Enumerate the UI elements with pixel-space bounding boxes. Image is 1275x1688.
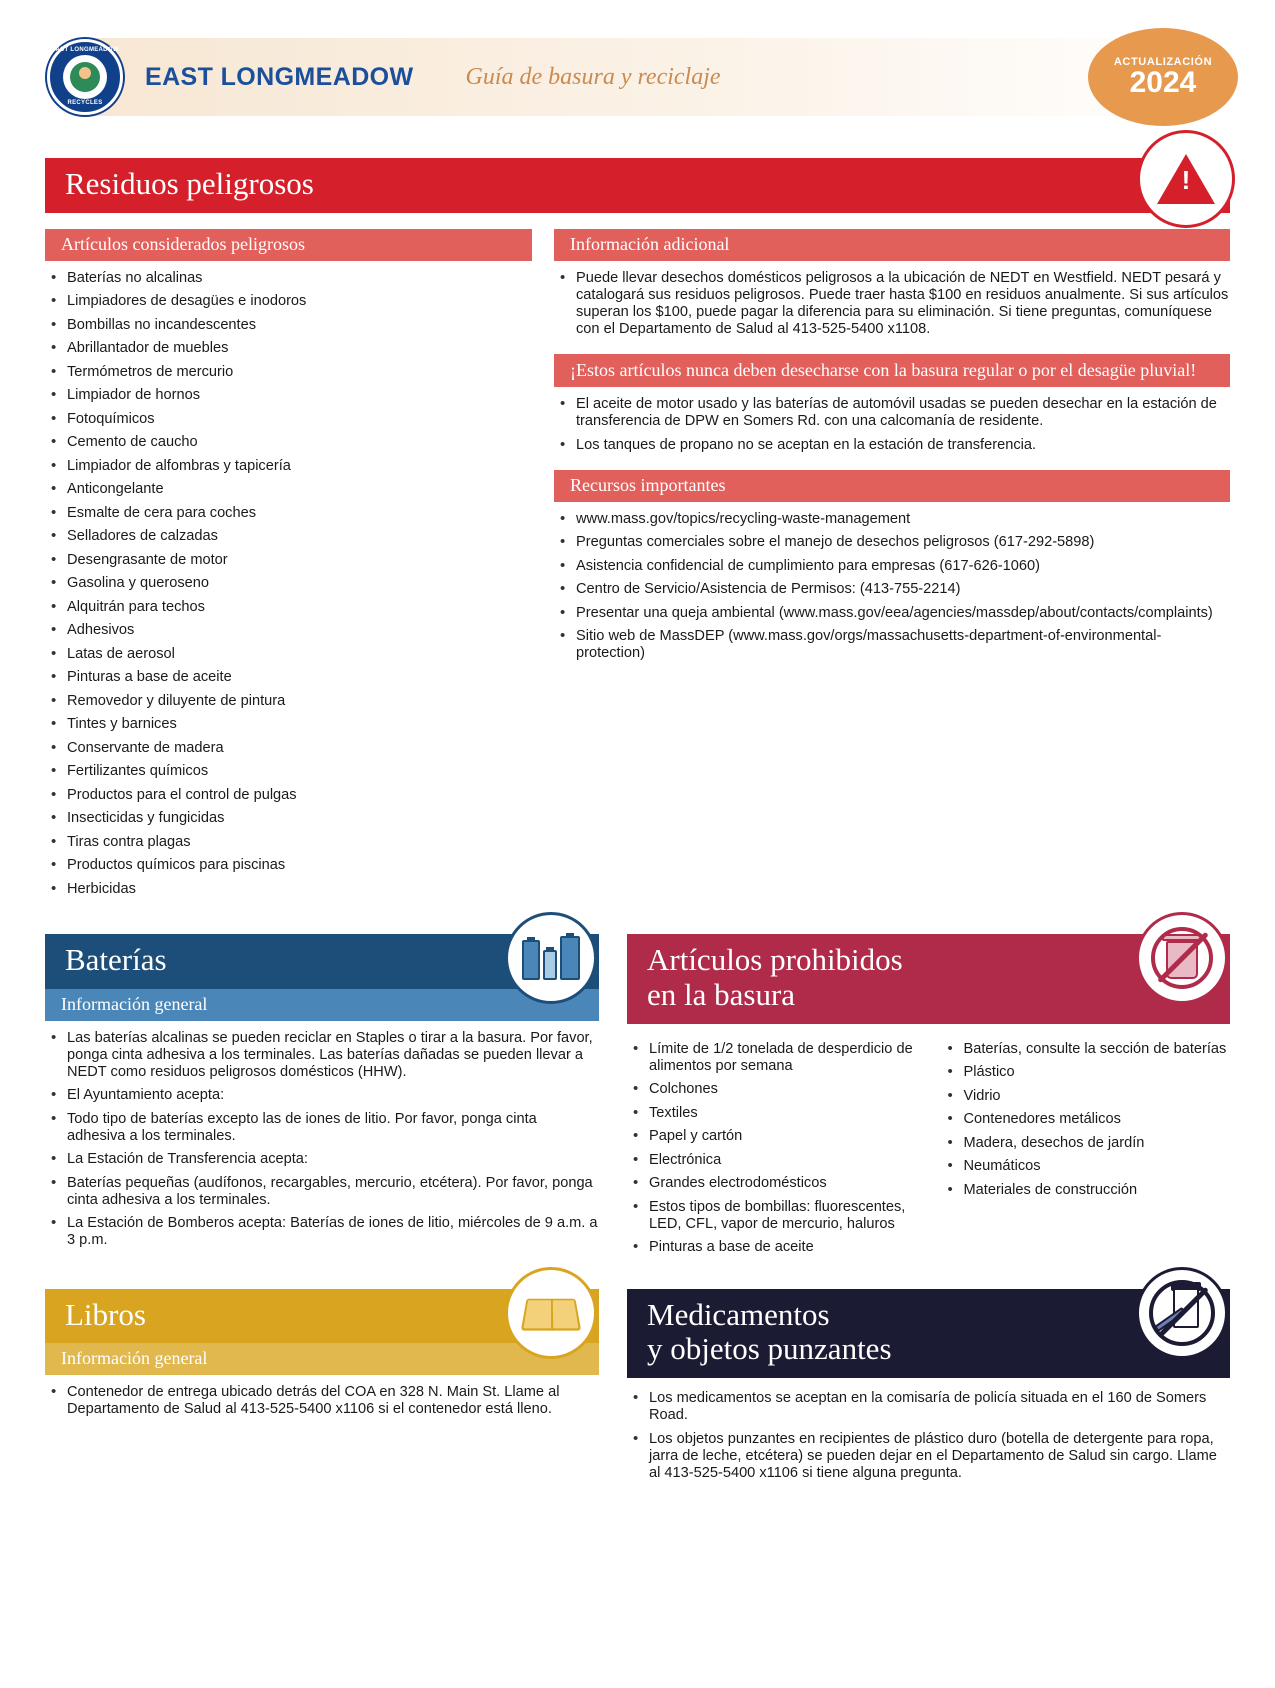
- list-item: • Límite de 1/2 tonelada de desperdicio de alimentos por semana: [627, 1041, 916, 1075]
- battery-icon: [505, 912, 597, 1004]
- list-item: • Cemento de caucho: [45, 434, 532, 451]
- medications-list: [627, 1390, 1230, 1482]
- list-item: • Materiales de construcción: [942, 1182, 1231, 1199]
- list-item: • Presentar una queja ambiental (www.mass.gov/eea/agencies/massdep/about/contacts/complaints): [554, 605, 1230, 622]
- list-item: • El aceite de motor usado y las baterías de automóvil usadas se pueden desechar en la estación de transferencia de DPW en Somers Rd. con una calcomanía de residente.: [554, 396, 1230, 430]
- hazardous-right-column: [554, 229, 1230, 905]
- hazardous-items-list: [45, 270, 532, 898]
- logo-bottom-text: RECYCLES: [67, 100, 103, 106]
- mid-section-row: [45, 934, 1230, 1262]
- list-item: • Electrónica: [627, 1152, 916, 1169]
- list-item: • Latas de aerosol: [45, 646, 532, 663]
- list-item: • Todo tipo de baterías excepto las de iones de litio. Por favor, ponga cinta adhesiva a los terminales.: [45, 1111, 599, 1145]
- batteries-list: [45, 1030, 599, 1250]
- medications-title-line2: y objetos punzantes: [647, 1331, 892, 1367]
- logo-top-text: EAST LONGMEADOW: [51, 47, 119, 53]
- list-item: • Abrillantador de muebles: [45, 340, 532, 357]
- additional-info-heading: Información adicional: [554, 229, 1230, 261]
- list-item: • Los objetos punzantes en recipientes de plástico duro (botella de detergente para ropa, jarra de leche, etcétera) se pueden dejar en el Departamento de Salud sin cargo. Llame al 413-525-5400 x1106 si tiene alguna pregunta.: [627, 1431, 1230, 1482]
- list-item: • Vidrio: [942, 1088, 1231, 1105]
- prohibited-list-right: [942, 1041, 1231, 1199]
- list-item: • Neumáticos: [942, 1158, 1231, 1175]
- hazardous-section: [45, 158, 1230, 904]
- books-title: Libros: [45, 1289, 599, 1344]
- list-item: • Herbicidas: [45, 881, 532, 898]
- never-dispose-heading: ¡Estos artículos nunca deben desecharse con la basura regular o por el desagüe pluvial!: [554, 354, 1230, 388]
- additional-info-list: [554, 270, 1230, 338]
- list-item: • Alquitrán para techos: [45, 599, 532, 616]
- guide-page: [0, 38, 1275, 1688]
- medications-section: [627, 1289, 1230, 1488]
- list-item: • Centro de Servicio/Asistencia de Permisos: (413-755-2214): [554, 581, 1230, 598]
- hazardous-left-column: [45, 229, 532, 905]
- update-badge: [1088, 28, 1238, 126]
- list-item: • Limpiador de hornos: [45, 387, 532, 404]
- list-item: • Tintes y barnices: [45, 716, 532, 733]
- list-item: • Adhesivos: [45, 622, 532, 639]
- list-item: • Insecticidas y fungicidas: [45, 810, 532, 827]
- page-title: Guía de basura y reciclaje: [465, 63, 721, 90]
- books-subheading: Información general: [45, 1343, 599, 1375]
- books-section: [45, 1289, 599, 1488]
- logo-emblem: [63, 55, 107, 99]
- resources-list: [554, 511, 1230, 663]
- medications-title-line1: Medicamentos: [647, 1296, 830, 1332]
- prohibited-title-line1: Artículos prohibidos: [647, 942, 903, 978]
- list-item: • Estos tipos de bombillas: fluorescentes, LED, CFL, vapor de mercurio, haluros: [627, 1199, 916, 1233]
- list-item: • Sitio web de MassDEP (www.mass.gov/orgs/massachusetts-department-of-environmental-protection): [554, 628, 1230, 662]
- list-item: • La Estación de Transferencia acepta:: [45, 1151, 599, 1168]
- list-item: • Removedor y diluyente de pintura: [45, 693, 532, 710]
- list-item: • Pinturas a base de aceite: [45, 669, 532, 686]
- list-item: • Tiras contra plagas: [45, 834, 532, 851]
- update-year: 2024: [1129, 66, 1197, 99]
- list-item: • Contenedor de entrega ubicado detrás del COA en 328 N. Main St. Llame al Departamento de Salud al 413-525-5400 x1106 si el contenedor está lleno.: [45, 1384, 599, 1418]
- list-item: • Las baterías alcalinas se pueden reciclar en Staples o tirar a la basura. Por favor, ponga cinta adhesiva a los terminales. Las baterías dañadas se pueden llevar a NEDT como residuos peligrosos domésticos (HHW).: [45, 1030, 599, 1081]
- list-item: • Anticongelante: [45, 481, 532, 498]
- batteries-title: Baterías: [45, 934, 599, 989]
- list-item: • Esmalte de cera para coches: [45, 505, 532, 522]
- list-item: • La Estación de Bomberos acepta: Baterías de iones de litio, miércoles de 9 a.m. a 3 p.m.: [45, 1215, 599, 1249]
- list-item: • Termómetros de mercurio: [45, 364, 532, 381]
- prohibited-list-left: [627, 1041, 916, 1257]
- never-dispose-list: [554, 396, 1230, 454]
- list-item: • Selladores de calzadas: [45, 528, 532, 545]
- list-item: • Pinturas a base de aceite: [627, 1239, 916, 1256]
- update-label: ACTUALIZACIÓN: [1113, 56, 1213, 68]
- list-item: • Gasolina y queroseno: [45, 575, 532, 592]
- hazardous-left-heading: Artículos considerados peligrosos: [45, 229, 532, 261]
- books-list: [45, 1384, 599, 1418]
- hazardous-title: Residuos peligrosos: [45, 158, 1230, 213]
- list-item: • Fertilizantes químicos: [45, 763, 532, 780]
- page-header: [45, 38, 1230, 116]
- list-item: • Limpiador de alfombras y tapicería: [45, 458, 532, 475]
- list-item: • Baterías pequeñas (audífonos, recargables, mercurio, etcétera). Por favor, ponga cinta adhesiva a los terminales.: [45, 1175, 599, 1209]
- list-item: • Los tanques de propano no se aceptan en la estación de transferencia.: [554, 437, 1230, 454]
- list-item: • Plástico: [942, 1064, 1231, 1081]
- book-icon: [505, 1267, 597, 1359]
- list-item: • Contenedores metálicos: [942, 1111, 1231, 1128]
- list-item: • Conservante de madera: [45, 740, 532, 757]
- warning-icon: [1137, 130, 1235, 228]
- list-item: • www.mass.gov/topics/recycling-waste-management: [554, 511, 1230, 528]
- batteries-section: [45, 934, 599, 1262]
- list-item: • Los medicamentos se aceptan en la comisaría de policía situada en el 160 de Somers Road.: [627, 1390, 1230, 1424]
- prohibited-section: [627, 934, 1230, 1262]
- logo-figure-icon: [70, 62, 100, 92]
- town-recycles-logo: [47, 39, 123, 115]
- list-item: • El Ayuntamiento acepta:: [45, 1087, 599, 1104]
- list-item: • Puede llevar desechos domésticos peligrosos a la ubicación de NEDT en Westfield. NEDT pesará y catalogará sus residuos peligrosos. Puede traer hasta $100 en residuos anualmente. Si sus artículos superan los $100, puede pagar la diferencia para su eliminación. Si tiene preguntas, comuníquese con el Departamento de Salud al 413-525-5400 x1108.: [554, 270, 1230, 338]
- list-item: • Textiles: [627, 1105, 916, 1122]
- list-item: • Madera, desechos de jardín: [942, 1135, 1231, 1152]
- list-item: • Papel y cartón: [627, 1128, 916, 1145]
- batteries-subheading: Información general: [45, 989, 599, 1021]
- list-item: • Baterías no alcalinas: [45, 270, 532, 287]
- list-item: • Baterías, consulte la sección de baterías: [942, 1041, 1231, 1058]
- no-sharps-icon: [1136, 1267, 1228, 1359]
- list-item: • Asistencia confidencial de cumplimiento para empresas (617-626-1060): [554, 558, 1230, 575]
- list-item: • Bombillas no incandescentes: [45, 317, 532, 334]
- list-item: • Productos químicos para piscinas: [45, 857, 532, 874]
- list-item: • Grandes electrodomésticos: [627, 1175, 916, 1192]
- resources-heading: Recursos importantes: [554, 470, 1230, 502]
- no-trash-icon: [1136, 912, 1228, 1004]
- list-item: • Desengrasante de motor: [45, 552, 532, 569]
- list-item: • Preguntas comerciales sobre el manejo de desechos peligrosos (617-292-5898): [554, 534, 1230, 551]
- list-item: • Fotoquímicos: [45, 411, 532, 428]
- bottom-section-row: [45, 1289, 1230, 1488]
- prohibited-title-line2: en la basura: [647, 976, 796, 1012]
- list-item: • Colchones: [627, 1081, 916, 1098]
- list-item: • Limpiadores de desagües e inodoros: [45, 293, 532, 310]
- brand-title: EAST LONGMEADOW: [145, 62, 414, 91]
- list-item: • Productos para el control de pulgas: [45, 787, 532, 804]
